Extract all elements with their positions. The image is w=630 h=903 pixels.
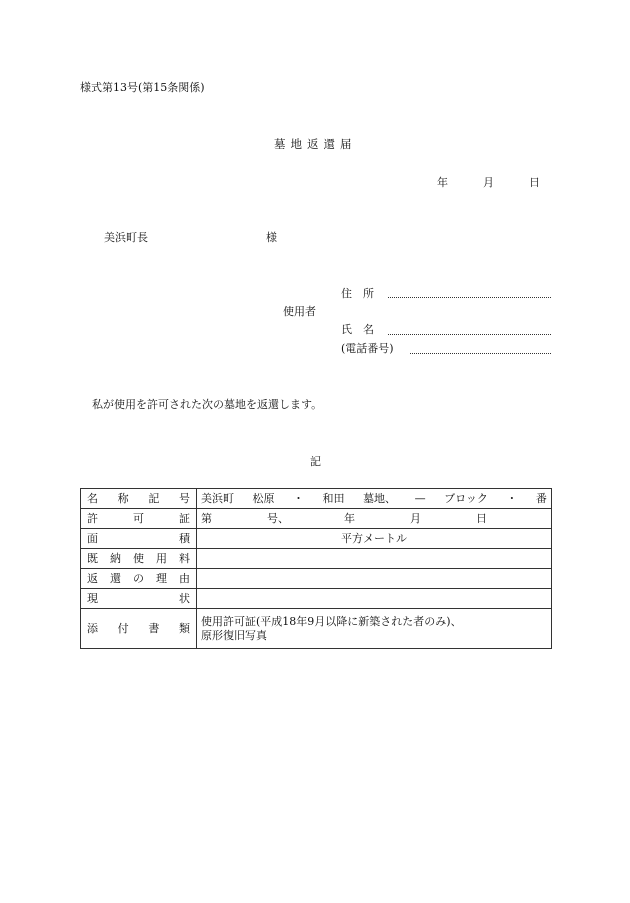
- permit-part: 月: [410, 511, 421, 525]
- statement-text: 私が使用を許可された次の墓地を返還します。: [92, 398, 323, 411]
- value-name-code[interactable]: [197, 489, 552, 509]
- record-heading: 記: [310, 455, 321, 468]
- address-line[interactable]: [388, 297, 551, 298]
- permit-part: 第: [201, 511, 212, 525]
- table-row: [81, 549, 552, 569]
- phone-line[interactable]: [410, 353, 551, 354]
- name-code-part: 松原: [252, 491, 275, 505]
- table-row: [81, 529, 552, 549]
- label-permit: 許可証: [81, 509, 197, 529]
- value-attachments[interactable]: [197, 609, 552, 649]
- attachment-line: 原形復旧写真: [201, 628, 267, 642]
- label-return-reason: 返還の理由: [81, 569, 197, 589]
- name-code-part: 美浜町: [201, 491, 234, 505]
- form-number: 様式第13号(第15条関係): [80, 81, 205, 94]
- table-row: [81, 569, 552, 589]
- attachment-line: 使用許可証(平成18年9月以降に新築された者のみ)、: [201, 614, 462, 628]
- table-row: [81, 589, 552, 609]
- addressee-suffix: 様: [266, 231, 277, 244]
- permit-part: 日: [476, 511, 487, 525]
- name-code-part: 番: [535, 491, 547, 505]
- phone-label: (電話番号): [341, 342, 394, 355]
- value-current-state[interactable]: [197, 589, 552, 609]
- table-row: [81, 509, 552, 529]
- date-month-label: 月: [483, 176, 494, 189]
- value-paid-fee[interactable]: [197, 549, 552, 569]
- name-code-part: ・: [293, 491, 305, 505]
- label-paid-fee: 既納使用料: [81, 549, 197, 569]
- table-row: [81, 489, 552, 509]
- name-code-part: ・: [506, 491, 518, 505]
- value-permit[interactable]: [197, 509, 552, 529]
- permit-part: 年: [344, 511, 355, 525]
- label-name-code: 名称記号: [81, 489, 197, 509]
- label-area: 面積: [81, 529, 197, 549]
- name-code-part: —: [414, 491, 426, 505]
- addressee-name: 美浜町長: [104, 231, 148, 244]
- date-year-label: 年: [437, 176, 448, 189]
- value-area[interactable]: 平方メートル: [197, 529, 552, 549]
- label-attachments: 添付書類: [81, 609, 197, 649]
- name-code-part: 和田: [322, 491, 345, 505]
- date-day-label: 日: [529, 176, 540, 189]
- address-label: 住 所: [341, 287, 374, 300]
- name-line[interactable]: [388, 334, 551, 335]
- name-code-part: 墓地、: [363, 491, 397, 505]
- label-current-state: 現状: [81, 589, 197, 609]
- document-title: 墓地返還届: [274, 137, 357, 151]
- record-table: [80, 488, 552, 649]
- table-row: [81, 609, 552, 649]
- applicant-label: 使用者: [283, 305, 316, 318]
- name-code-part: ブロック: [444, 491, 488, 505]
- permit-part: 号、: [267, 511, 289, 525]
- value-return-reason[interactable]: [197, 569, 552, 589]
- name-label: 氏 名: [341, 323, 374, 336]
